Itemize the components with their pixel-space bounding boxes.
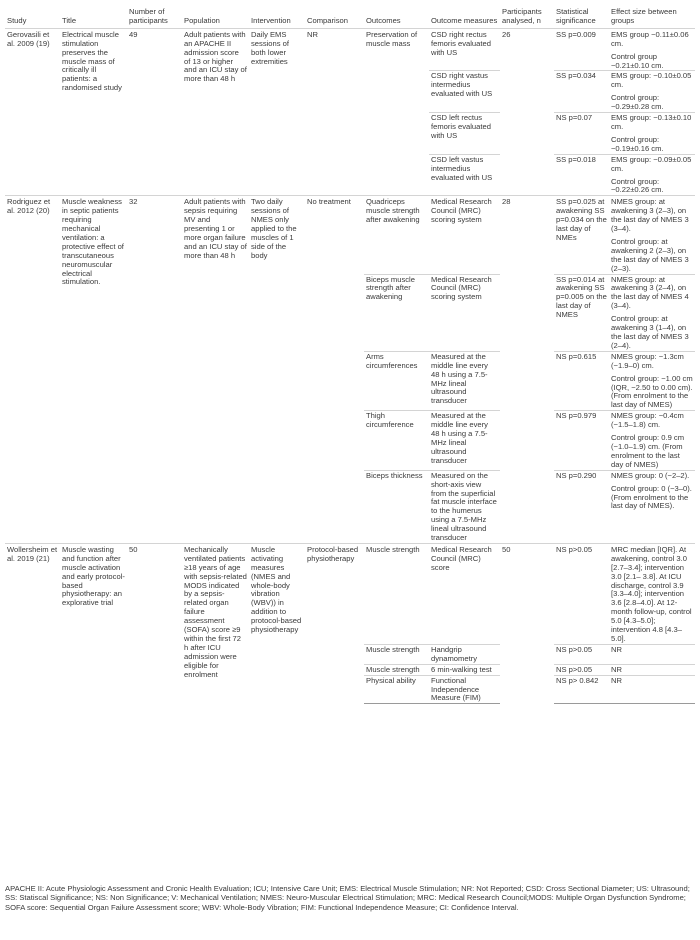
effect-cell <box>609 196 695 274</box>
effect-line: NMES group: 0 (−2–2). <box>611 470 690 480</box>
title-cell: Electrical muscle stimulation preserves the muscle mass of critically ill patients: a randomised study <box>60 28 127 196</box>
significance-cell: NS p>0.05 <box>554 664 609 675</box>
effect-cell <box>609 664 695 675</box>
effect-line: Control group: −0.19±0.16 cm. <box>611 134 664 153</box>
participants-cell: 32 <box>127 196 182 544</box>
population-cell: Adult patients with sepsis requiring MV and presenting 1 or more organ failure and an ICU stay of more than 48 h <box>182 196 249 544</box>
effect-line: Control group −0.21±0.10 cm. <box>611 51 664 70</box>
effect-cell <box>609 274 695 351</box>
comparison-cell: NR <box>305 28 364 196</box>
significance-cell: SS p=0.034 <box>554 71 609 113</box>
effect-cell <box>609 644 695 664</box>
effect-line: Control group: at awakening 2 (2–3), on the last day of NMES 3 (2–3). <box>611 236 689 273</box>
measure-cell: CSD left rectus femoris evaluated with US <box>429 113 500 155</box>
effect-cell <box>609 470 695 543</box>
effect-line: Control group: 0 (−3–0). (From enrolment to the last day of NMES). <box>611 483 692 511</box>
header-comparison: Comparison <box>307 15 348 25</box>
effect-line: NMES group: at awakening 3 (2–4), on the last day of NMES 4 (3–4). <box>611 274 689 311</box>
effect-line: EMS group: −0.09±0.05 cm. <box>611 154 692 173</box>
outcome-cell: Preservation of muscle mass <box>364 28 429 196</box>
study-cell: Gerovasili et al. 2009 (19) <box>5 28 60 196</box>
population-cell: Adult patients with an APACHE II admission score of 13 or higher and an ICU stay of more than 48 h <box>182 28 249 196</box>
significance-cell: NS p=0.07 <box>554 113 609 155</box>
effect-line: MRC median [IQR]. At awakening, control 3.0 [2.7–3.4]; intervention 3.0 [2.1– 3.8]. At ICU discharge, control 3.9 [3.3–4.0]; intervention 3.6 [2.8–4.0]. At 12-month follow-up, control 5.0 [4.3–5.0]; intervention 4.8 [4.3–5.0]. <box>611 544 692 643</box>
analysed-cell: 28 <box>500 196 554 544</box>
outcome-cell: Arms circumferences <box>364 351 429 410</box>
measure-cell: Measured on the short-axis view from the superficial fat muscle interface to the humerus using a 7.5-MHz lineal ultrasound transducer <box>429 470 500 543</box>
significance-cell: NS p=0.290 <box>554 470 609 543</box>
outcome-cell: Quadriceps muscle strength after awakening <box>364 196 429 274</box>
effect-cell <box>609 411 695 470</box>
measure-cell: Medical Research Council (MRC) scoring system <box>429 274 500 351</box>
intervention-cell: Daily EMS sessions of both lower extremities <box>249 28 305 196</box>
effect-line: Control group: −1.00 cm (IQR, −2.50 to 0.00 cm). (From enrolment to the last day of NMES) <box>611 373 693 410</box>
header-study: Study <box>7 15 27 25</box>
significance-cell: SS p=0.018 <box>554 154 609 196</box>
significance-cell: NS p> 0.842 <box>554 675 609 704</box>
outcome-cell: Muscle strength <box>364 644 429 664</box>
effect-line: Control group: at awakening 3 (1–4), on the last day of NMES 3 (2–4). <box>611 314 689 350</box>
comparison-cell: Protocol-based physiotherapy <box>305 543 364 703</box>
header-title: Title <box>62 15 77 25</box>
table-row <box>5 543 695 644</box>
measure-cell: Functional Independence Measure (FIM) <box>429 675 500 704</box>
effect-line: EMS group: −0.10±0.05 cm. <box>611 71 692 90</box>
study-cell: Wollersheim et al. 2019 (21) <box>5 543 60 703</box>
studies-table <box>5 8 695 704</box>
effect-line: NMES group: at awakening 3 (2–3), on the last day of NMES 3 (3–4). <box>611 197 689 234</box>
header-measures: Outcome measures <box>431 15 498 25</box>
effect-cell <box>609 154 695 196</box>
intervention-cell: Muscle activating measures (NMES and whole-body vibration (WBV)) in addition to protocol-based physiotherapy <box>249 543 305 703</box>
analysed-cell: 50 <box>500 543 554 703</box>
effect-line: Control group: 0.9 cm (−1.0–1.9) cm. (From enrolment to the last day of NMES) <box>611 433 685 469</box>
measure-cell: Measured at the middle line every 48 h using a 7.5-MHz lineal ultrasound transducer <box>429 351 500 410</box>
effect-cell <box>609 71 695 113</box>
table-row <box>5 28 695 71</box>
outcome-cell: Biceps thickness <box>364 470 429 543</box>
title-cell: Muscle wasting and function after muscle activation and early protocol-based physiotherapy: an explorative trial <box>60 543 127 703</box>
outcome-cell: Biceps muscle strength after awakening <box>364 274 429 351</box>
analysed-cell: 26 <box>500 28 554 196</box>
title-cell: Muscle weakness in septic patients requiring mechanical ventilation: a protective effect of transcutaneous neuromuscular electrical stimulation. <box>60 196 127 544</box>
outcome-cell: Muscle strength <box>364 543 429 644</box>
measure-cell: CSD right rectus femoris evaluated with US <box>429 28 500 71</box>
significance-cell: NS p=0.979 <box>554 411 609 470</box>
study-cell: Rodriguez et al. 2012 (20) <box>5 196 60 544</box>
measure-cell: Medical Research Council (MRC) scoring system <box>429 196 500 274</box>
effect-line: NR <box>611 644 622 654</box>
effect-line: Control group: −0.29±0.28 cm. <box>611 93 664 112</box>
measure-cell: CSD left vastus intermedius evaluated with US <box>429 154 500 196</box>
significance-cell: NS p>0.05 <box>554 543 609 644</box>
significance-cell: SS p=0.025 at awakening SS p=0.034 on the last day of NMEs <box>554 196 609 274</box>
effect-cell <box>609 675 695 704</box>
participants-cell: 50 <box>127 543 182 703</box>
significance-cell: NS p>0.05 <box>554 644 609 664</box>
comparison-cell: No treatment <box>305 196 364 544</box>
effect-cell <box>609 351 695 410</box>
significance-cell: SS p=0.014 at awakening SS p=0.005 on the last day of NMES <box>554 274 609 351</box>
header-effect: Effect size between groups <box>611 7 677 25</box>
table-footnote: APACHE II: Acute Physiologic Assessment and Cronic Health Evaluation; ICU; Intensive Care Unit; EMS: Electrical Muscle Stimulation; NR: Not Reported; CSD: Cross Sectional Diameter; US: Ultrasound; SS: Statiscal Significance; NS: Non Significance; V: Mechanical Ventilation; NMES: Neuro-Muscular Electrical Stimulation; MRC: Medical Research Council;MODS: Multiple Organ Dysfunction Syndrome; SOFA score: Sequential Organ Failure Assessment score; WBV: Whole-Body Vibration; FIM: Functional Independence Measure; CI: Confidence Interval. <box>5 884 690 912</box>
outcome-cell: Physical ability <box>364 675 429 704</box>
measure-cell: 6 min-walking test <box>429 664 500 675</box>
participants-cell: 49 <box>127 28 182 196</box>
header-intervention: Intervention <box>251 15 291 25</box>
outcome-cell: Muscle strength <box>364 664 429 675</box>
effect-line: EMS group: −0.13±0.10 cm. <box>611 113 692 131</box>
measure-cell: Handgrip dynamometry <box>429 644 500 664</box>
effect-cell <box>609 28 695 71</box>
outcome-cell: Thigh circumference <box>364 411 429 470</box>
measure-cell: CSD right vastus intermedius evaluated with US <box>429 71 500 113</box>
header-outcomes: Outcomes <box>366 15 401 25</box>
header-analysed: Participants analysed, n <box>502 7 542 25</box>
effect-line: NMES group: −1.3cm (−1.9–0) cm. <box>611 351 684 370</box>
header-participants: Number of participants <box>129 7 168 25</box>
effect-line: Control group: −0.22±0.26 cm. <box>611 176 664 195</box>
significance-cell: SS p=0.009 <box>554 28 609 71</box>
header-population: Population <box>184 15 220 25</box>
significance-cell: NS p=0.615 <box>554 351 609 410</box>
population-cell: Mechanically ventilated patients ≥18 years of age with sepsis-related MODS indicated by a sepsis-related organ failure assessment (SOFA) score ≥9 within the first 72 h after ICU admission were eligible for enrolment <box>182 543 249 703</box>
effect-line: NR <box>611 664 622 674</box>
effect-line: NR <box>611 675 622 685</box>
effect-line: EMS group −0.11±0.06 cm. <box>611 29 689 48</box>
effect-cell <box>609 543 695 644</box>
measure-cell: Measured at the middle line every 48 h using a 7.5-MHz lineal ultrasound transducer <box>429 411 500 470</box>
effect-cell <box>609 113 695 155</box>
header-row <box>5 8 695 28</box>
measure-cell: Medical Research Council (MRC) score <box>429 543 500 644</box>
intervention-cell: Two daily sessions of NMES only applied to the muscles of 1 side of the body <box>249 196 305 544</box>
effect-line: NMES group: −0.4cm (−1.5–1.8) cm. <box>611 411 684 430</box>
table-row <box>5 196 695 274</box>
header-significance: Statistical significance <box>556 7 596 25</box>
